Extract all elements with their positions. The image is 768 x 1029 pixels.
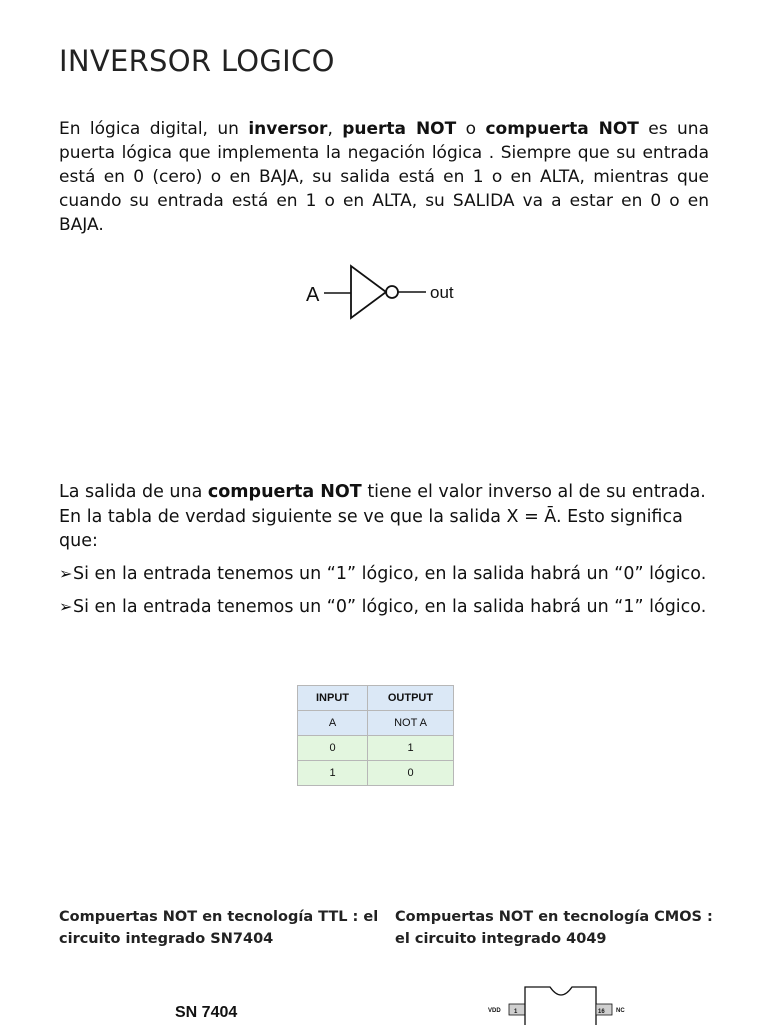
truth-table <box>297 685 454 786</box>
cmos-chip-diagram <box>486 985 636 1025</box>
bullet-text: Si en la entrada tenemos un “1” lógico, en la salida habrá un “0” lógico. <box>73 564 707 584</box>
table-subheader-cell: A <box>298 711 368 736</box>
pin16-label: NC <box>616 1008 625 1014</box>
list-item <box>59 595 719 620</box>
table-cell: 0 <box>368 761 454 786</box>
table-cell: 0 <box>298 736 368 761</box>
intro-text-1: En lógica digital, un <box>59 119 249 139</box>
table-subheader-cell: NOT A <box>368 711 454 736</box>
table-row <box>298 736 454 761</box>
table-cell: 1 <box>298 761 368 786</box>
table-subheader-row <box>298 711 454 736</box>
not-gate-diagram <box>300 258 470 328</box>
table-header-row <box>298 686 454 711</box>
cmos-caption: Compuertas NOT en tecnología CMOS : el circuito integrado 4049 <box>395 909 713 947</box>
pin16-number: 16 <box>598 1009 605 1015</box>
term-compuerta-not: compuerta NOT <box>485 119 639 139</box>
table-header-cell: INPUT <box>298 686 368 711</box>
term-puerta-not: puerta NOT <box>342 119 457 139</box>
table-row <box>298 761 454 786</box>
term-compuerta-not-2: compuerta NOT <box>207 482 362 502</box>
ttl-chip-label: SN 7404 <box>175 1004 238 1021</box>
gate-output-label: out <box>430 283 454 302</box>
gate-input-label: A <box>306 284 320 306</box>
arrow-bullet-icon: ➢ <box>59 596 73 616</box>
pin1-label: VDD <box>488 1008 501 1014</box>
intro-paragraph <box>59 117 709 237</box>
list-item <box>59 562 719 587</box>
explanation-text-1: La salida de una <box>59 482 208 502</box>
intro-text-4: es una puerta lógica que implementa la negación lógica . Siempre que su entrada está en 0 (cero) o en BAJA, su salida está en 1 o en ALTA, mientras que cuando su entrada está en 1 o en ALTA, su SALIDA va a estar en 0 o en BAJA. <box>59 119 709 235</box>
gate-negation-bubble-icon <box>386 286 398 298</box>
table-cell: 1 <box>368 736 454 761</box>
bullet-text: Si en la entrada tenemos un “0” lógico, en la salida habrá un “1” lógico. <box>73 596 707 617</box>
ttl-caption: Compuertas NOT en tecnología TTL : el circuito integrado SN7404 <box>59 909 379 947</box>
explanation-paragraph <box>59 480 719 554</box>
bullet-list <box>59 562 719 627</box>
chip-body-outline <box>525 987 596 1025</box>
explanation-text-2: tiene el valor inverso al de su entrada. En la tabla de verdad siguiente se ve que la salida X = Ā. Esto significa que: <box>59 482 706 551</box>
pin1-number: 1 <box>514 1009 518 1015</box>
page-title: INVERSOR LOGICO <box>59 44 335 78</box>
gate-triangle-icon <box>351 266 386 318</box>
intro-text-3: o <box>456 119 486 139</box>
arrow-bullet-icon: ➢ <box>59 564 73 583</box>
intro-text-2: , <box>327 119 343 139</box>
table-header-cell: OUTPUT <box>368 686 454 711</box>
term-inversor: inversor <box>248 119 328 139</box>
